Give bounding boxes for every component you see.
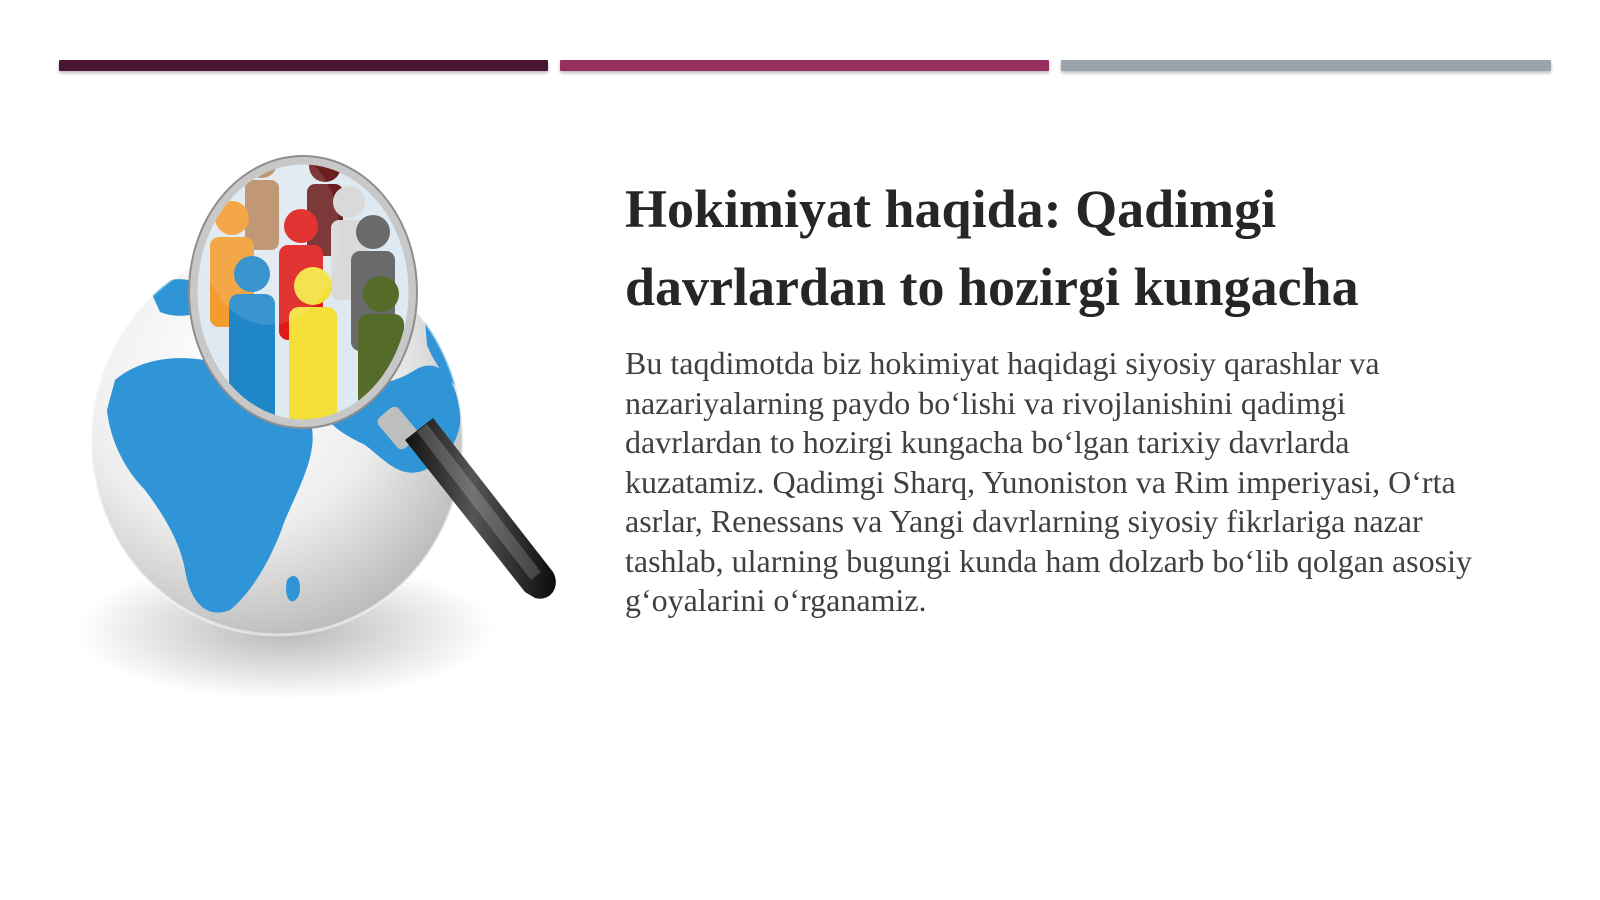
header-bar-gray <box>1061 60 1551 71</box>
slide-body-text: Bu taqdimotda biz hokimiyat haqidagi siyosiy qarashlar va nazariyalarning paydo bo‘lishi va rivojlanishini qadimgi davrlardan to hozirgi kungacha bo‘lgan tarixiy davrlarda kuzatamiz. Qadimgi Sharq, Yunoniston va Rim imperiyasi, O‘rta asrlar, Renessans va Yangi davrlarning siyosiy fikrlariga nazar tashlab, ularning bugungi kunda ham dolzarb bo‘lib qolgan asosiy g‘oyalarini o‘rganamiz. <box>625 345 1472 618</box>
header-bar-magenta <box>560 60 1049 71</box>
globe-with-magnifier-people-icon <box>55 140 585 720</box>
slide-title: Hokimiyat haqida: Qadimgi davrlardan to hozirgi kungacha <box>625 179 1359 317</box>
globe-magnifier-illustration <box>55 140 585 720</box>
header-bar-plum <box>59 60 548 71</box>
